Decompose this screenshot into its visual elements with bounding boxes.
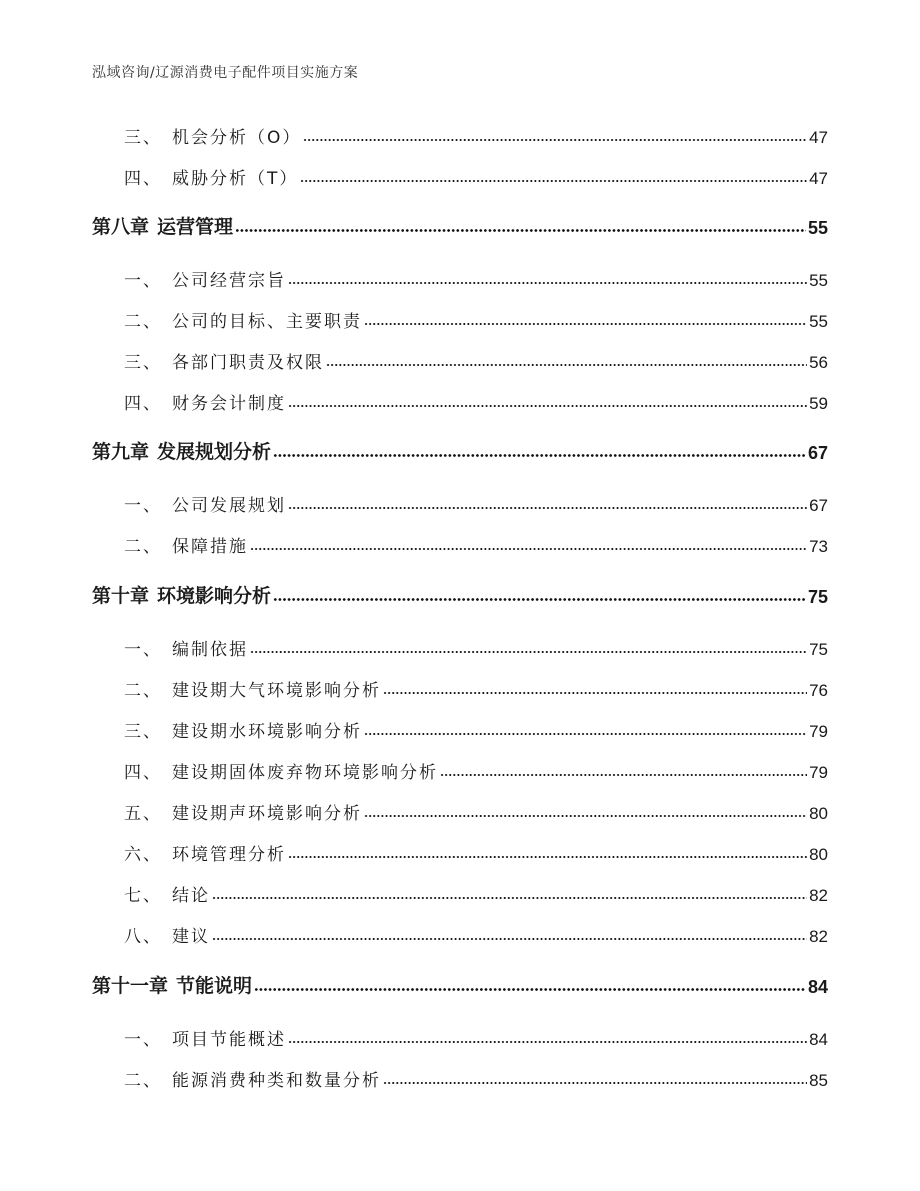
dot-leader: [250, 650, 807, 654]
dot-leader: [440, 773, 807, 777]
toc-entry-page: 76: [809, 681, 828, 700]
dot-leader: [364, 814, 807, 818]
toc-chapter-page: 55: [807, 218, 828, 238]
toc-entry-page: 85: [809, 1071, 828, 1090]
toc-entry-title: 公司的目标、主要职责: [172, 307, 362, 332]
page-header: 泓域咨询/辽源消费电子配件项目实施方案: [92, 65, 359, 81]
toc-entry-page: 67: [809, 496, 828, 515]
toc-entry-title: 结论: [172, 881, 210, 906]
toc-entry[interactable]: [0, 527, 920, 557]
dot-leader: [273, 453, 806, 458]
toc-chapter-title: 节能说明: [176, 971, 252, 998]
toc-entry-title: 机会分析（O）: [172, 123, 301, 148]
toc-entry-number: 三、: [124, 348, 172, 373]
toc-chapter-number: 第九章: [92, 437, 149, 464]
toc-entry-title: 项目节能概述: [172, 1025, 286, 1050]
toc-entry-title: 威胁分析（T）: [172, 164, 298, 189]
toc-entry[interactable]: [0, 1020, 920, 1050]
toc-entry-title: 能源消费种类和数量分析: [172, 1066, 381, 1091]
dot-leader: [212, 937, 807, 941]
toc-entry-page: 75: [809, 640, 828, 659]
dot-leader: [254, 987, 806, 992]
toc-entry-number: 一、: [124, 491, 172, 516]
toc-entry-title: 公司经营宗旨: [172, 266, 286, 291]
toc-entry-page: 82: [809, 927, 828, 946]
toc-entry-title: 建设期水环境影响分析: [172, 717, 362, 742]
toc-entry-page: 82: [809, 886, 828, 905]
toc-chapter-title: 运营管理: [157, 212, 233, 239]
toc-entry-page: 47: [809, 169, 828, 188]
toc-entry-title: 建设期固体废弃物环境影响分析: [172, 758, 438, 783]
toc-entry[interactable]: [0, 384, 920, 414]
toc-entry[interactable]: [0, 671, 920, 701]
toc-entry-number: 一、: [124, 266, 172, 291]
dot-leader: [288, 506, 807, 510]
dot-leader: [364, 732, 807, 736]
toc-entry-page: 59: [809, 394, 828, 413]
toc-entry[interactable]: [0, 1061, 920, 1091]
dot-leader: [300, 179, 807, 183]
toc-entry[interactable]: [0, 794, 920, 824]
toc-entry-title: 建议: [172, 922, 210, 947]
toc-entry-title: 建设期声环境影响分析: [172, 799, 362, 824]
toc-chapter-title: 环境影响分析: [157, 581, 271, 608]
toc-chapter[interactable]: [0, 968, 920, 998]
toc-entry-number: 三、: [124, 717, 172, 742]
toc-entry-number: 一、: [124, 1025, 172, 1050]
toc-chapter[interactable]: [0, 578, 920, 608]
dot-leader: [383, 691, 807, 695]
toc-chapter[interactable]: [0, 434, 920, 464]
dot-leader: [303, 138, 807, 142]
toc-entry-number: 五、: [124, 799, 172, 824]
dot-leader: [288, 281, 807, 285]
dot-leader: [273, 597, 806, 602]
toc-entry[interactable]: [0, 835, 920, 865]
dot-leader: [383, 1081, 807, 1085]
toc-entry-number: 一、: [124, 635, 172, 660]
toc-chapter[interactable]: [0, 209, 920, 239]
toc-entry-number: 六、: [124, 840, 172, 865]
toc-entry-number: 四、: [124, 758, 172, 783]
toc-entry-number: 二、: [124, 532, 172, 557]
toc-chapter-number: 第十一章: [92, 971, 168, 998]
toc-entry-title: 保障措施: [172, 532, 248, 557]
toc-entry-page: 80: [809, 804, 828, 823]
toc-entry-page: 79: [809, 722, 828, 741]
toc-entry[interactable]: [0, 118, 920, 148]
toc-entry-page: 79: [809, 763, 828, 782]
toc-entry-number: 八、: [124, 922, 172, 947]
toc-entry-title: 各部门职责及权限: [172, 348, 324, 373]
toc-entry-number: 四、: [124, 389, 172, 414]
toc-entry-number: 二、: [124, 676, 172, 701]
toc-entry-number: 三、: [124, 123, 172, 148]
toc-chapter-number: 第十章: [92, 581, 149, 608]
toc-entry[interactable]: [0, 343, 920, 373]
toc-chapter-title: 发展规划分析: [157, 437, 271, 464]
dot-leader: [212, 896, 807, 900]
toc-entry[interactable]: [0, 712, 920, 742]
toc-chapter-number: 第八章: [92, 212, 149, 239]
dot-leader: [288, 855, 807, 859]
dot-leader: [288, 404, 807, 408]
header-divider: [92, 86, 828, 87]
toc-entry-number: 四、: [124, 164, 172, 189]
toc-entry-number: 二、: [124, 307, 172, 332]
toc-entry-page: 73: [809, 537, 828, 556]
toc-chapter-page: 75: [807, 587, 828, 607]
toc-entry[interactable]: [0, 876, 920, 906]
toc-entry-page: 84: [809, 1030, 828, 1049]
toc-entry[interactable]: [0, 261, 920, 291]
toc-chapter-page: 67: [807, 443, 828, 463]
toc-entry-page: 80: [809, 845, 828, 864]
toc-entry-title: 建设期大气环境影响分析: [172, 676, 381, 701]
toc-chapter-page: 84: [807, 977, 828, 997]
toc-entry[interactable]: [0, 753, 920, 783]
toc-entry-title: 环境管理分析: [172, 840, 286, 865]
toc-entry-page: 47: [809, 128, 828, 147]
toc-entry-page: 56: [809, 353, 828, 372]
toc-entry-title: 编制依据: [172, 635, 248, 660]
toc-entry-page: 55: [809, 271, 828, 290]
toc-entry-title: 财务会计制度: [172, 389, 286, 414]
toc-entry-number: 七、: [124, 881, 172, 906]
dot-leader: [235, 228, 806, 233]
toc-entry[interactable]: [0, 302, 920, 332]
toc-entry-number: 二、: [124, 1066, 172, 1091]
toc-entry-page: 55: [809, 312, 828, 331]
dot-leader: [250, 547, 807, 551]
toc-entry-title: 公司发展规划: [172, 491, 286, 516]
dot-leader: [326, 363, 807, 367]
dot-leader: [288, 1040, 807, 1044]
toc-entry[interactable]: [0, 630, 920, 660]
toc-entry[interactable]: [0, 159, 920, 189]
toc-entry[interactable]: [0, 917, 920, 947]
dot-leader: [364, 322, 807, 326]
toc-entry[interactable]: [0, 486, 920, 516]
